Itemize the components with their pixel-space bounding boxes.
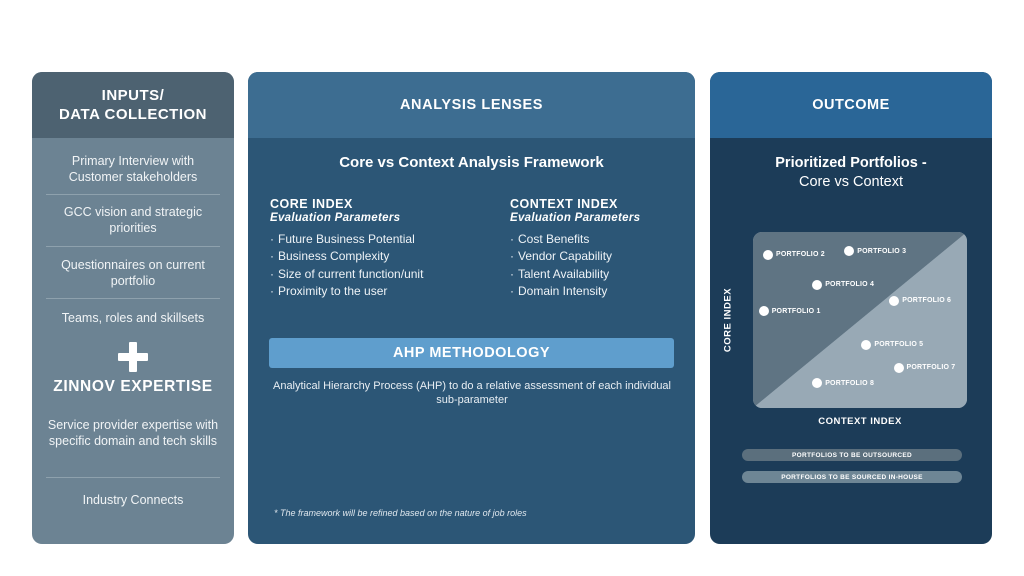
portfolio-dot	[812, 378, 822, 388]
framework-title: Core vs Context Analysis Framework	[339, 154, 604, 171]
portfolio-point	[759, 306, 821, 316]
ahp-methodology-bar: AHP METHODOLOGY	[269, 338, 674, 368]
analysis-header: ANALYSIS LENSES	[248, 72, 695, 138]
portfolio-label: PORTFOLIO 3	[857, 247, 907, 255]
analysis-panel	[248, 72, 695, 544]
portfolio-label: PORTFOLIO 4	[825, 281, 875, 289]
expertise-item-industry: Industry Connects	[82, 493, 184, 507]
plus-icon	[118, 342, 148, 372]
y-axis-label: CORE INDEX	[722, 287, 734, 353]
list-item: · Size of current function/unit	[270, 266, 423, 283]
portfolio-dot	[812, 280, 822, 290]
input-item-questionnaires: Questionnaires on current portfolio	[61, 258, 205, 288]
portfolio-point	[894, 363, 956, 373]
expertise-item-service: Service provider expertise with specific domain and tech skills	[47, 418, 219, 448]
x-axis-label: CONTEXT INDEX	[818, 416, 902, 427]
inputs-header	[32, 72, 234, 138]
portfolio-dot	[889, 296, 899, 306]
portfolio-point	[844, 246, 906, 256]
outcome-title-bold: Prioritized Portfolios -	[775, 155, 927, 171]
divider	[46, 246, 220, 247]
inputs-panel	[32, 72, 234, 544]
portfolio-point	[889, 296, 951, 306]
portfolio-point	[861, 340, 923, 350]
ahp-description: Analytical Hierarchy Process (AHP) to do a relative assessment of each individual sub-parameter	[272, 380, 671, 406]
input-item-teams: Teams, roles and skillsets	[61, 311, 205, 325]
portfolio-label: PORTFOLIO 5	[874, 341, 924, 349]
outcome-panel	[710, 72, 992, 544]
divider	[46, 477, 220, 478]
list-item: · Business Complexity	[270, 248, 423, 265]
core-index-title: CORE INDEX	[270, 197, 353, 211]
context-index-title: CONTEXT INDEX	[510, 197, 618, 211]
portfolio-label: PORTFOLIO 7	[906, 364, 956, 372]
list-item: · Future Business Potential	[270, 231, 423, 248]
divider	[46, 298, 220, 299]
list-item: · Domain Intensity	[510, 283, 640, 300]
portfolio-label: PORTFOLIO 8	[825, 379, 875, 387]
list-item: · Talent Availability	[510, 266, 640, 283]
portfolio-point	[812, 378, 874, 388]
portfolio-label: PORTFOLIO 6	[902, 297, 952, 305]
portfolio-dot	[763, 250, 773, 260]
portfolio-point	[812, 280, 874, 290]
outcome-header: OUTCOME	[710, 72, 992, 138]
inputs-title-line1: INPUTS/	[101, 87, 165, 104]
expertise-title: ZINNOV EXPERTISE	[53, 378, 213, 395]
inputs-title-line2: DATA COLLECTION	[58, 106, 208, 123]
portfolio-label: PORTFOLIO 1	[771, 307, 821, 315]
context-index-subtitle: Evaluation Parameters	[510, 212, 641, 224]
core-index-column	[270, 197, 423, 300]
divider	[46, 194, 220, 195]
outcome-title	[710, 154, 992, 192]
input-item-vision: GCC vision and strategic priorities	[63, 205, 203, 235]
core-index-list	[270, 231, 423, 300]
legend-outsourced: PORTFOLIOS TO BE OUTSOURCED	[742, 449, 962, 461]
list-item: · Cost Benefits	[510, 231, 640, 248]
footnote: * The framework will be refined based on the nature of job roles	[274, 508, 527, 518]
core-index-subtitle: Evaluation Parameters	[270, 212, 401, 224]
context-index-list	[510, 231, 640, 300]
list-item: · Vendor Capability	[510, 248, 640, 265]
portfolio-dot	[861, 340, 871, 350]
portfolio-label: PORTFOLIO 2	[775, 251, 825, 259]
portfolio-dot	[844, 246, 854, 256]
list-item: · Proximity to the user	[270, 283, 423, 300]
outcome-title-rest: Core vs Context	[799, 174, 903, 190]
core-context-matrix	[753, 232, 967, 408]
portfolio-dot	[759, 306, 769, 316]
portfolio-point	[763, 250, 825, 260]
legend-inhouse: PORTFOLIOS TO BE SOURCED IN-HOUSE	[742, 471, 962, 483]
input-item-interview: Primary Interview with Customer stakeholders	[68, 154, 198, 184]
portfolio-dot	[894, 363, 904, 373]
context-index-column	[510, 197, 640, 300]
